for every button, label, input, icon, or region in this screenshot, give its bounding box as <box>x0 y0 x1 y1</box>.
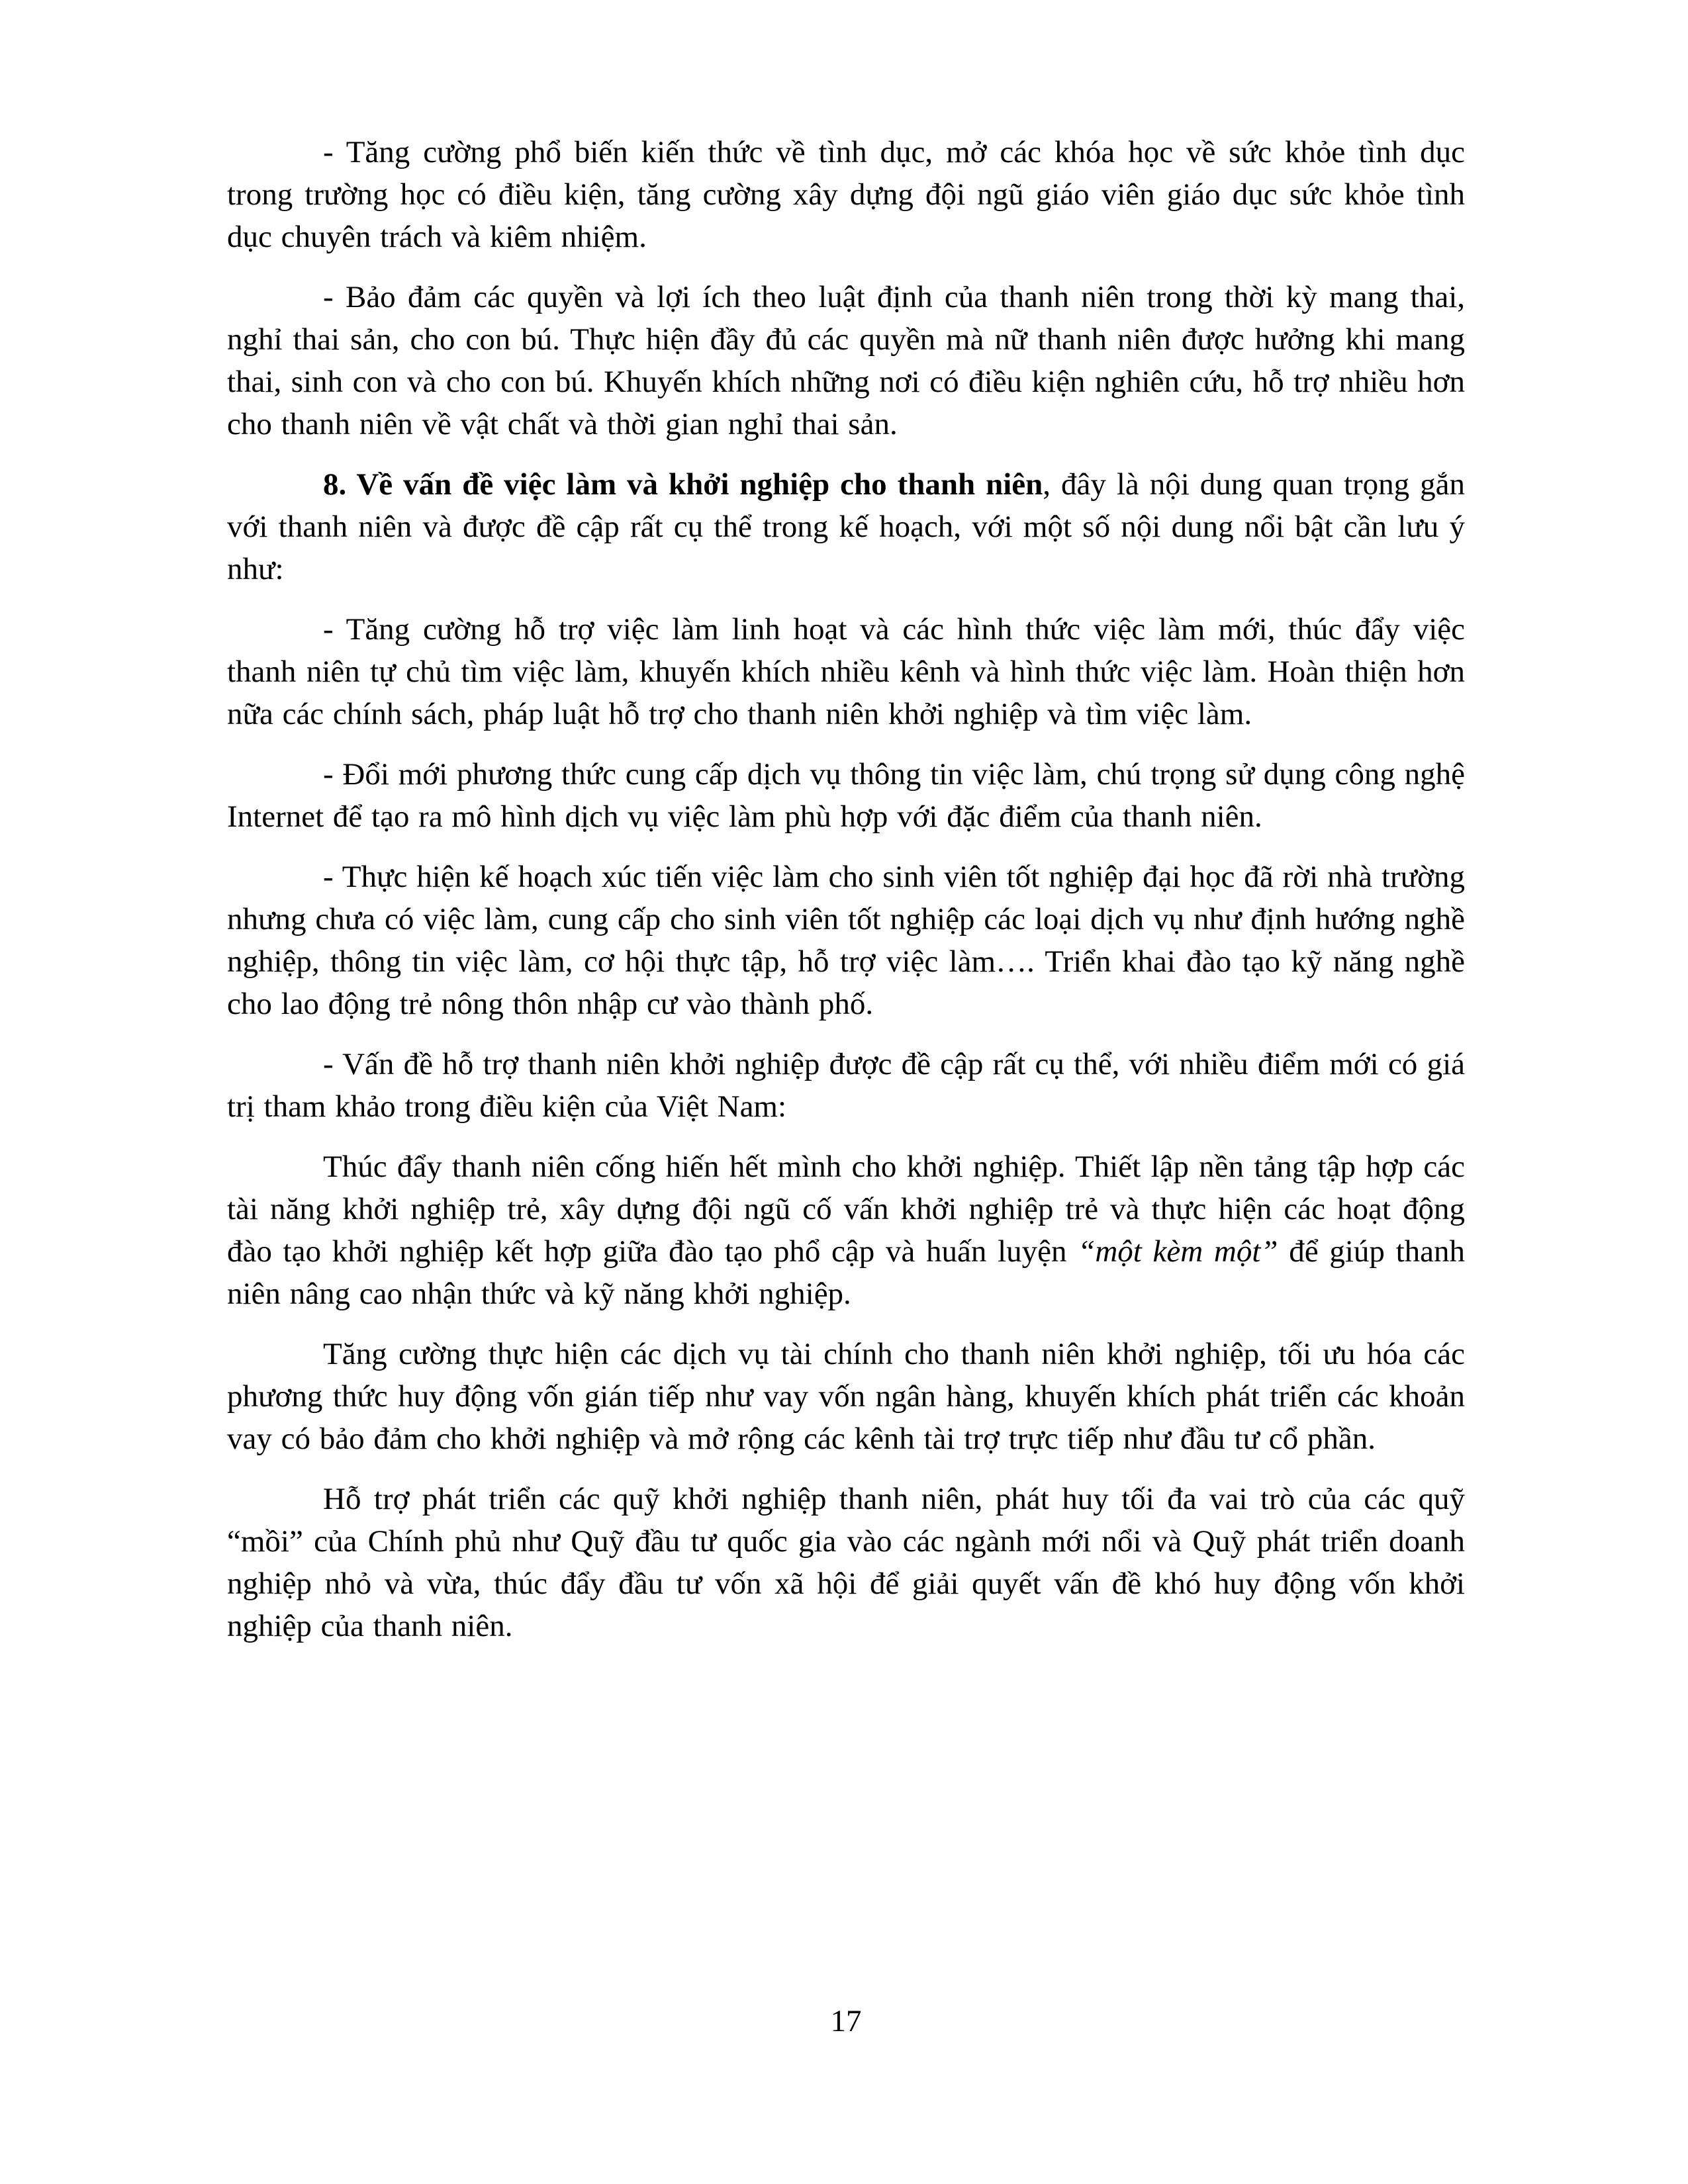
paragraph-sex-education <box>227 131 1465 258</box>
page-footer <box>227 2000 1465 2042</box>
paragraph-startup-training <box>227 1146 1465 1315</box>
text-run: Tăng cường thực hiện các dịch vụ tài chính cho thanh niên khởi nghiệp, tối ưu hóa các phương thức huy động vốn gián tiếp như vay vốn ngân hàng, khuyến khích phát triển các khoản vay có bảo đảm cho khởi nghiệp và mở rộng các kênh tài trợ trực tiếp như đầu tư cổ phần. <box>227 1337 1465 1456</box>
text-run: - Tăng cường hỗ trợ việc làm linh hoạt và các hình thức việc làm mới, thúc đẩy việc thanh niên tự chủ tìm việc làm, khuyến khích nhiều kênh và hình thức việc làm. Hoàn thiện hơn nữa các chính sách, pháp luật hỗ trợ cho thanh niên khởi nghiệp và tìm việc làm. <box>227 612 1465 731</box>
text-run: - Thực hiện kế hoạch xúc tiến việc làm cho sinh viên tốt nghiệp đại học đã rời nhà trường nhưng chưa có việc làm, cung cấp cho sinh viên tốt nghiệp các loại dịch vụ như định hướng nghề nghiệp, thông tin việc làm, cơ hội thực tập, hỗ trợ việc làm…. Triển khai đào tạo kỹ năng nghề cho lao động trẻ nông thôn nhập cư vào thành phố. <box>227 860 1465 1021</box>
text-run: - Vấn đề hỗ trợ thanh niên khởi nghiệp được đề cập rất cụ thể, với nhiều điểm mới có giá trị tham khảo trong điều kiện của Việt Nam: <box>227 1047 1465 1124</box>
text-run: - Đổi mới phương thức cung cấp dịch vụ thông tin việc làm, chú trọng sử dụng công nghệ Internet để tạo ra mô hình dịch vụ việc làm phù hợp với đặc điểm của thanh niên. <box>227 757 1465 834</box>
italic-quote: “một kèm một” <box>1078 1234 1278 1269</box>
text-run: Thúc đẩy thanh niên cống hiến hết mình cho khởi nghiệp. Thiết lập nền tảng tập hợp các tài năng khởi nghiệp trẻ, xây dựng đội ngũ cố vấn khởi nghiệp trẻ và thực hiện các hoạt động đào tạo khởi nghiệp kết hợp giữa đào tạo phổ cập và huấn luyện <box>227 1150 1465 1269</box>
paragraph-startup-funds <box>227 1478 1465 1647</box>
paragraph-graduate-employment <box>227 856 1465 1025</box>
section-8-heading: 8. Về vấn đề việc làm và khởi nghiệp cho thanh niên <box>323 467 1043 502</box>
paragraph-maternity-rights <box>227 276 1465 445</box>
text-run: - Tăng cường phổ biến kiến thức về tình dục, mở các khóa học về sức khỏe tình dục trong trường học có điều kiện, tăng cường xây dựng đội ngũ giáo viên giáo dục sức khỏe tình dục chuyên trách và kiêm nhiệm. <box>227 135 1465 254</box>
page-number: 17 <box>830 2004 862 2038</box>
paragraph-section-8 <box>227 463 1465 590</box>
text-run: - Bảo đảm các quyền và lợi ích theo luật định của thanh niên trong thời kỳ mang thai, nghỉ thai sản, cho con bú. Thực hiện đầy đủ các quyền mà nữ thanh niên được hưởng khi mang thai, sinh con và cho con bú. Khuyến khích những nơi có điều kiện nghiên cứu, hỗ trợ nhiều hơn cho thanh niên về vật chất và thời gian nghỉ thai sản. <box>227 280 1465 441</box>
paragraph-flexible-employment <box>227 608 1465 735</box>
paragraph-financial-services <box>227 1333 1465 1460</box>
text-run: Hỗ trợ phát triển các quỹ khởi nghiệp thanh niên, phát huy tối đa vai trò của các quỹ “mồi” của Chính phủ như Quỹ đầu tư quốc gia vào các ngành mới nổi và Quỹ phát triển doanh nghiệp nhỏ và vừa, thúc đẩy đầu tư vốn xã hội để giải quyết vấn đề khó huy động vốn khởi nghiệp của thanh niên. <box>227 1482 1465 1643</box>
text-body <box>227 131 1465 1647</box>
paragraph-startup-support-intro <box>227 1043 1465 1128</box>
text-run: để giúp thanh niên nâng cao nhận thức và kỹ năng khởi nghiệp. <box>227 1234 1465 1311</box>
paragraph-job-info-services <box>227 753 1465 838</box>
text-run: , đây là nội dung quan trọng gắn với thanh niên và được đề cập rất cụ thể trong kế hoạch, với một số nội dung nổi bật cần lưu ý như: <box>227 467 1465 586</box>
